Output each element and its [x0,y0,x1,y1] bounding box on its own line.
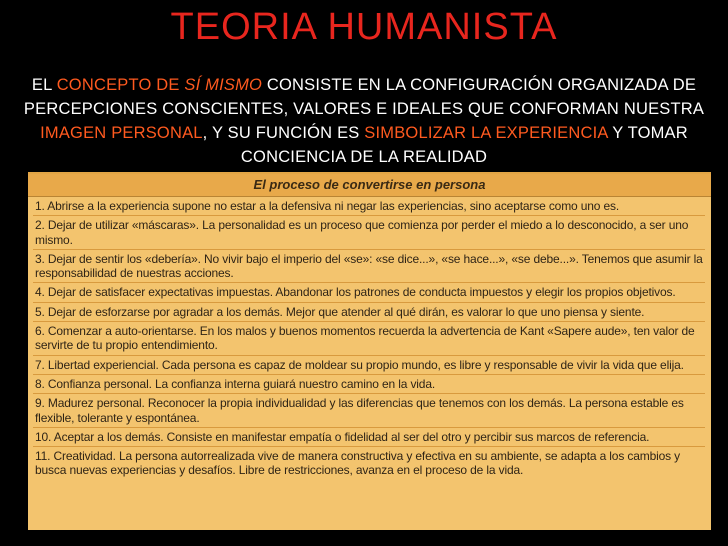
list-item: 3. Dejar de sentir los «debería». No vivir bajo el imperio del «se»: «se dice...», «se hace...», «se debe...». Tenemos que asumir la responsabilidad de nuestras acciones. [33,250,705,284]
list-item: 4. Dejar de satisfacer expectativas impuestas. Abandonar los patrones de conducta impuestos y elegir los propios objetivos. [33,283,705,302]
intro-text: , Y SU FUNCIÓN ES [202,124,365,142]
intro-paragraph [0,73,728,169]
list-item: 9. Madurez personal. Reconocer la propia individualidad y las diferencias que tenemos con los demás. La persona estable es flexible, tolerante y espontánea. [33,394,705,428]
intro-text: CONSISTE EN LA CONFIGURACIÓN ORGANIZADA DE PERCEPCIONES CONSCIENTES, VALORES E IDEALES QUE CONFORMAN NUESTRA [23,76,705,118]
highlight-simbolizar: SIMBOLIZAR LA EXPERIENCIA [364,124,608,142]
list-item: 8. Confianza personal. La confianza interna guiará nuestro camino en la vida. [33,375,705,394]
panel-title: El proceso de convertirse en persona [28,174,711,197]
process-panel [28,172,711,530]
intro-text: Y TOMAR CONCIENCIA DE LA REALIDAD [240,124,688,166]
highlight-imagen-personal: IMAGEN PERSONAL [40,124,203,142]
list-item: 7. Libertad experiencial. Cada persona es capaz de moldear su propio mundo, es libre y responsable de vivir la vida que elija. [33,356,705,375]
highlight-concepto: CONCEPTO DE [56,76,185,94]
list-item: 1. Abrirse a la experiencia supone no estar a la defensiva ni negar las experiencias, sino aceptarse como uno es. [33,197,705,216]
list-item: 2. Dejar de utilizar «máscaras». La personalidad es un proceso que comienza por perder el miedo a lo desconocido, a ser uno mismo. [33,216,705,250]
intro-text: EL [31,76,57,94]
list-item: 10. Aceptar a los demás. Consiste en manifestar empatía o fidelidad al ser del otro y percibir sus marcos de referencia. [33,428,705,447]
list-item: 11. Creatividad. La persona autorrealizada vive de manera constructiva y efectiva en su ambiente, se adapta a los cambios y busca nuevas experiencias y desafíos. Libre de restricciones, avanza en el proceso de la vida. [35,449,681,478]
list-item: 5. Dejar de esforzarse por agradar a los demás. Mejor que atender al qué dirán, es valorar lo que uno piensa y siente. [33,303,705,322]
highlight-si-mismo: SÍ MISMO [184,76,263,94]
process-list [28,197,711,480]
list-item: 6. Comenzar a auto-orientarse. En los malos y buenos momentos recuerda la advertencia de Kant «Sapere aude», ten valor de servirte de tu propio entendimiento. [33,322,705,356]
slide-title: TEORIA HUMANISTA [170,6,558,48]
